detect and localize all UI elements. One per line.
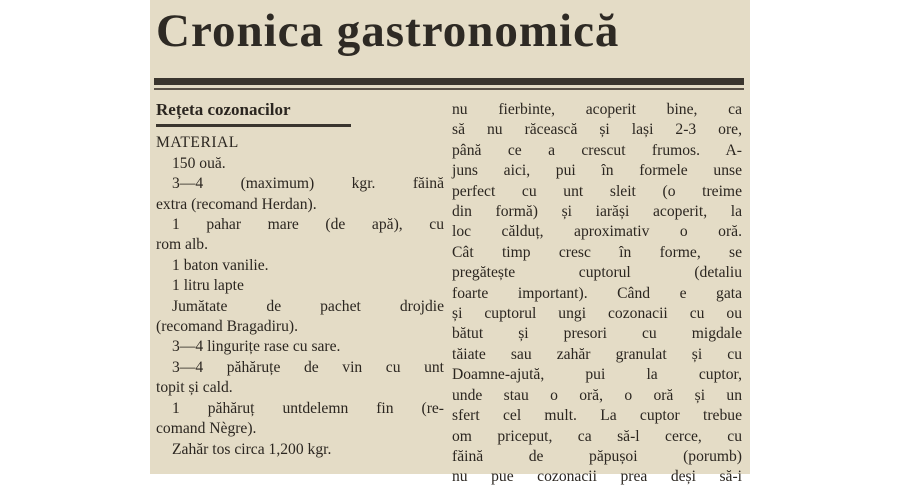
body-line: nu fierbinte, acoperit bine, ca: [452, 101, 742, 118]
body-line: bătut și presori cu migdale: [452, 325, 742, 343]
recipe-heading: Rețeta cozonacilor: [156, 100, 351, 127]
body-line: Cât timp cresc în forme, se: [452, 243, 742, 261]
body-line: foarte important). Când e gata: [452, 284, 742, 302]
title-rule-thin: [154, 88, 744, 90]
body-line: și cuptorul ungi cozonacii cu ou: [452, 305, 742, 323]
body-line: perfect cu unt sleit (o treime: [452, 182, 742, 200]
ingredient-line: 3—4 păhăruțe de vin cu unt: [172, 358, 444, 376]
title-rule: [154, 78, 744, 85]
ingredient-line: 1 baton vanilie.: [172, 256, 269, 274]
body-line: loc călduț, aproximativ o oră.: [452, 223, 742, 241]
body-line: să nu răcească și lași 2-3 ore,: [452, 121, 742, 139]
ingredient-line: 1 păhăruț untdelemn fin (re-: [172, 399, 444, 417]
ingredient-line: 150 ouă.: [172, 154, 226, 172]
body-line: tăiate sau zahăr granulat și cu: [452, 345, 742, 363]
body-line: juns aici, pui în formele unse: [452, 162, 742, 180]
ingredient-line: 1 litru lapte: [172, 277, 244, 295]
newspaper-page: [150, 0, 750, 486]
ingredient-line: Zahăr tos circa 1,200 kgr.: [172, 440, 332, 458]
ingredient-line: Jumătate de pachet drojdie: [172, 297, 444, 315]
page-title: Cronica gastronomică: [156, 5, 620, 57]
body-line: sfert cel mult. La cuptor trebue: [452, 407, 742, 425]
right-column: [452, 100, 742, 488]
ingredient-line: comand Nègre).: [156, 420, 257, 438]
material-label: MATERIAL: [156, 134, 239, 152]
body-line: făină de păpușoi (porumb): [452, 447, 742, 465]
ingredient-line: (recomand Bragadiru).: [156, 318, 299, 336]
body-line: nu pue cozonacii prea deși să-i: [452, 468, 742, 486]
ingredient-line: rom alb.: [156, 236, 208, 254]
left-column: [156, 100, 444, 460]
body-line: Doamne-ajută, pui la cuptor,: [452, 366, 742, 384]
ingredient-line: 3—4 (maximum) kgr. făină: [172, 175, 444, 193]
ingredient-line: extra (recomand Herdan).: [156, 195, 317, 213]
ingredient-line: topit și cald.: [156, 379, 233, 397]
body-line: din formă) și iarăși acoperit, la: [452, 203, 742, 221]
ingredient-line: 1 pahar mare (de apă), cu: [172, 216, 444, 234]
body-line: pregătește cuptorul (detaliu: [452, 264, 742, 282]
ingredient-line: 3—4 lingurițe rase cu sare.: [172, 338, 341, 356]
body-line: unde stau o oră, o oră și un: [452, 386, 742, 404]
body-line: om priceput, ca să-l cerce, cu: [452, 427, 742, 445]
body-line: până ce a crescut frumos. A-: [452, 141, 742, 159]
